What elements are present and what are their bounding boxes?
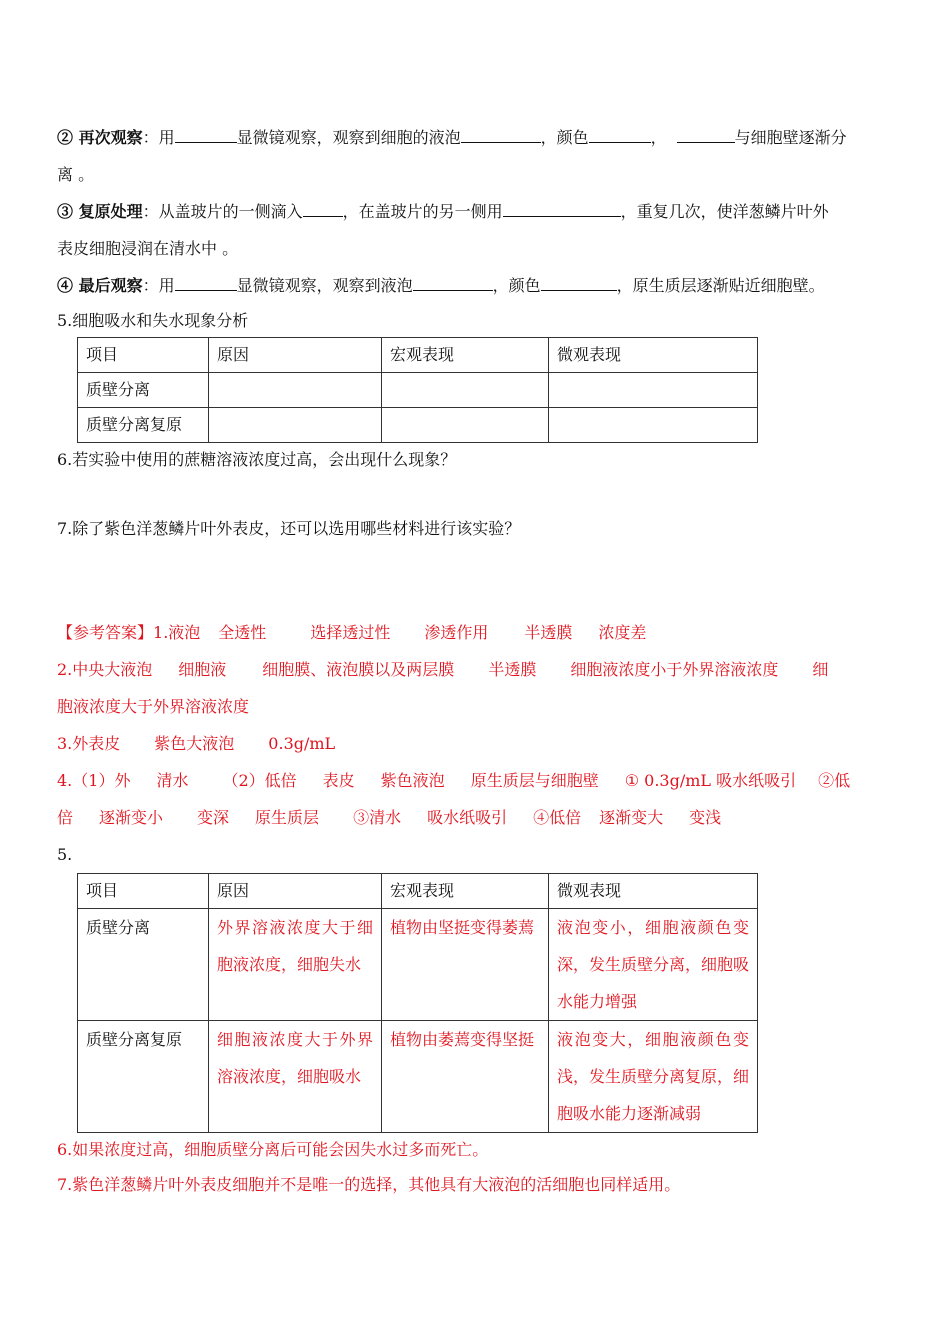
q5-title: 5.细胞吸水和失水现象分析	[57, 311, 249, 330]
text: ：用	[142, 276, 175, 295]
step-2-line	[57, 119, 867, 156]
text: 与细胞壁逐渐分	[734, 128, 847, 147]
answer-item: 细胞液浓度小于外界溶液浓度	[570, 660, 779, 679]
text: ：用	[142, 128, 175, 147]
step-2-cont: 离 。	[57, 165, 95, 184]
table-cell: 液泡变大，细胞液颜色变浅，发生质壁分离复原，细胞吸水能力逐渐减弱	[549, 1021, 758, 1133]
answer-item: 紫色液泡	[380, 771, 445, 790]
table-header: 宏观表现	[382, 874, 549, 909]
text: ，颜色	[540, 128, 589, 147]
answer-item: 半透膜	[524, 623, 573, 642]
step-3-line	[57, 193, 867, 230]
table-header: 宏观表现	[382, 338, 549, 373]
table-cell[interactable]	[549, 408, 758, 443]
q6-question: 6.若实验中使用的蔗糖溶液浓度过高，会出现什么现象？	[57, 450, 457, 469]
answer-4-cont	[57, 799, 867, 836]
table-cell: 细胞液浓度大于外界溶液浓度，细胞吸水	[209, 1021, 382, 1133]
answer-item: 2.中央大液泡	[57, 660, 153, 679]
table-header: 原因	[209, 874, 382, 909]
text: ，	[650, 128, 667, 147]
answer-item: 原生质层与细胞壁	[470, 771, 599, 790]
answer-item: ②低	[818, 771, 851, 790]
answer-item: 倍	[57, 808, 74, 827]
q7-question: 7.除了紫色洋葱鳞片叶外表皮，还可以选用哪些材料进行该实验？	[57, 519, 521, 538]
text: ，在盖玻片的另一侧用	[342, 202, 503, 221]
table-cell[interactable]	[549, 373, 758, 408]
table-cell: 质壁分离复原	[78, 408, 209, 443]
text: ，颜色	[492, 276, 541, 295]
q5-table	[77, 337, 758, 443]
answer-item: 清水	[156, 771, 189, 790]
answer-2	[57, 651, 867, 688]
answer-item: 浓度差	[598, 623, 647, 642]
worksheet-page	[57, 118, 867, 1203]
answer-item: 1.液泡	[153, 623, 201, 642]
table-cell: 液泡变小，细胞液颜色变深，发生质壁分离，细胞吸水能力增强	[549, 909, 758, 1021]
answer-item: 紫色大液泡	[154, 734, 235, 753]
answer-item: 吸水纸吸引	[427, 808, 508, 827]
table-header: 微观表现	[549, 338, 758, 373]
answer-label: 【参考答案】	[57, 623, 154, 642]
blank[interactable]	[175, 124, 237, 143]
answer-4	[57, 762, 867, 799]
answer-5-label: 5.	[57, 845, 73, 864]
table-cell: 植物由坚挺变得萎蔫	[382, 909, 549, 1021]
table-row	[78, 373, 758, 408]
answer-item: 4.（1）外	[57, 771, 131, 790]
answer-item: 0.3g/mL	[268, 734, 336, 753]
step-3-label: ③ 复原处理	[57, 202, 143, 221]
answer-item: 选择透过性	[310, 623, 391, 642]
answer-item: ④低倍	[533, 808, 582, 827]
table-cell: 质壁分离	[78, 373, 209, 408]
answer-item: 渗透作用	[424, 623, 489, 642]
table-header: 原因	[209, 338, 382, 373]
answer-item: 细胞液	[178, 660, 227, 679]
step-4-label: ④ 最后观察	[57, 276, 143, 295]
answer-item: 表皮	[322, 771, 355, 790]
table-header: 项目	[78, 338, 209, 373]
answer-item: 变深	[197, 808, 230, 827]
blank[interactable]	[303, 198, 343, 217]
blank[interactable]	[175, 272, 237, 291]
answer-item: 细	[812, 660, 829, 679]
answer-item: 原生质层	[255, 808, 320, 827]
table-row	[78, 338, 758, 373]
answer-item: 全透性	[218, 623, 267, 642]
answer-3	[57, 725, 867, 762]
answer-item: ③清水	[353, 808, 402, 827]
table-cell[interactable]	[382, 373, 549, 408]
blank[interactable]	[677, 124, 735, 143]
text: 显微镜观察，观察到细胞的液泡	[236, 128, 461, 147]
answer-item: 逐渐变小	[99, 808, 164, 827]
answer-item: ① 0.3g/mL 吸水纸吸引	[624, 771, 797, 790]
table-cell: 质壁分离	[78, 909, 209, 1021]
answer-item: 细胞膜、液泡膜以及两层膜	[262, 660, 455, 679]
table-row	[78, 408, 758, 443]
table-cell: 植物由萎蔫变得坚挺	[382, 1021, 549, 1133]
text: ，原生质层逐渐贴近细胞壁。	[616, 276, 825, 295]
answer-item: 3.外表皮	[57, 734, 121, 753]
answer-5-table	[77, 873, 758, 1133]
answer-item: 半透膜	[488, 660, 537, 679]
table-cell[interactable]	[209, 408, 382, 443]
answer-6: 6.如果浓度过高，细胞质壁分离后可能会因失水过多而死亡。	[57, 1140, 489, 1159]
table-header: 微观表现	[549, 874, 758, 909]
blank[interactable]	[461, 124, 541, 143]
answer-7: 7.紫色洋葱鳞片叶外表皮细胞并不是唯一的选择，其他具有大液泡的活细胞也同样适用。	[57, 1175, 681, 1194]
answer-1	[57, 615, 867, 651]
table-row	[78, 909, 758, 1021]
table-header: 项目	[78, 874, 209, 909]
text: ，重复几次，使洋葱鳞片叶外	[620, 202, 829, 221]
blank[interactable]	[413, 272, 493, 291]
table-cell[interactable]	[209, 373, 382, 408]
answer-item: 逐渐变大	[599, 808, 664, 827]
blank[interactable]	[589, 124, 651, 143]
blank[interactable]	[541, 272, 617, 291]
table-cell: 外界溶液浓度大于细胞液浓度，细胞失水	[209, 909, 382, 1021]
answer-2-cont: 胞液浓度大于外界溶液浓度	[57, 697, 250, 716]
table-row	[78, 1021, 758, 1133]
blank[interactable]	[503, 198, 621, 217]
answer-item: （2）低倍	[222, 771, 297, 790]
table-cell[interactable]	[382, 408, 549, 443]
step-2-label: ② 再次观察	[57, 128, 143, 147]
text: ：从盖玻片的一侧滴入	[142, 202, 303, 221]
step-4-line	[57, 267, 867, 304]
table-row	[78, 874, 758, 909]
answer-item: 变浅	[689, 808, 722, 827]
answer-section	[57, 615, 867, 836]
text: 显微镜观察，观察到液泡	[236, 276, 413, 295]
step-3-cont: 表皮细胞浸润在清水中 。	[57, 239, 239, 258]
table-cell: 质壁分离复原	[78, 1021, 209, 1133]
